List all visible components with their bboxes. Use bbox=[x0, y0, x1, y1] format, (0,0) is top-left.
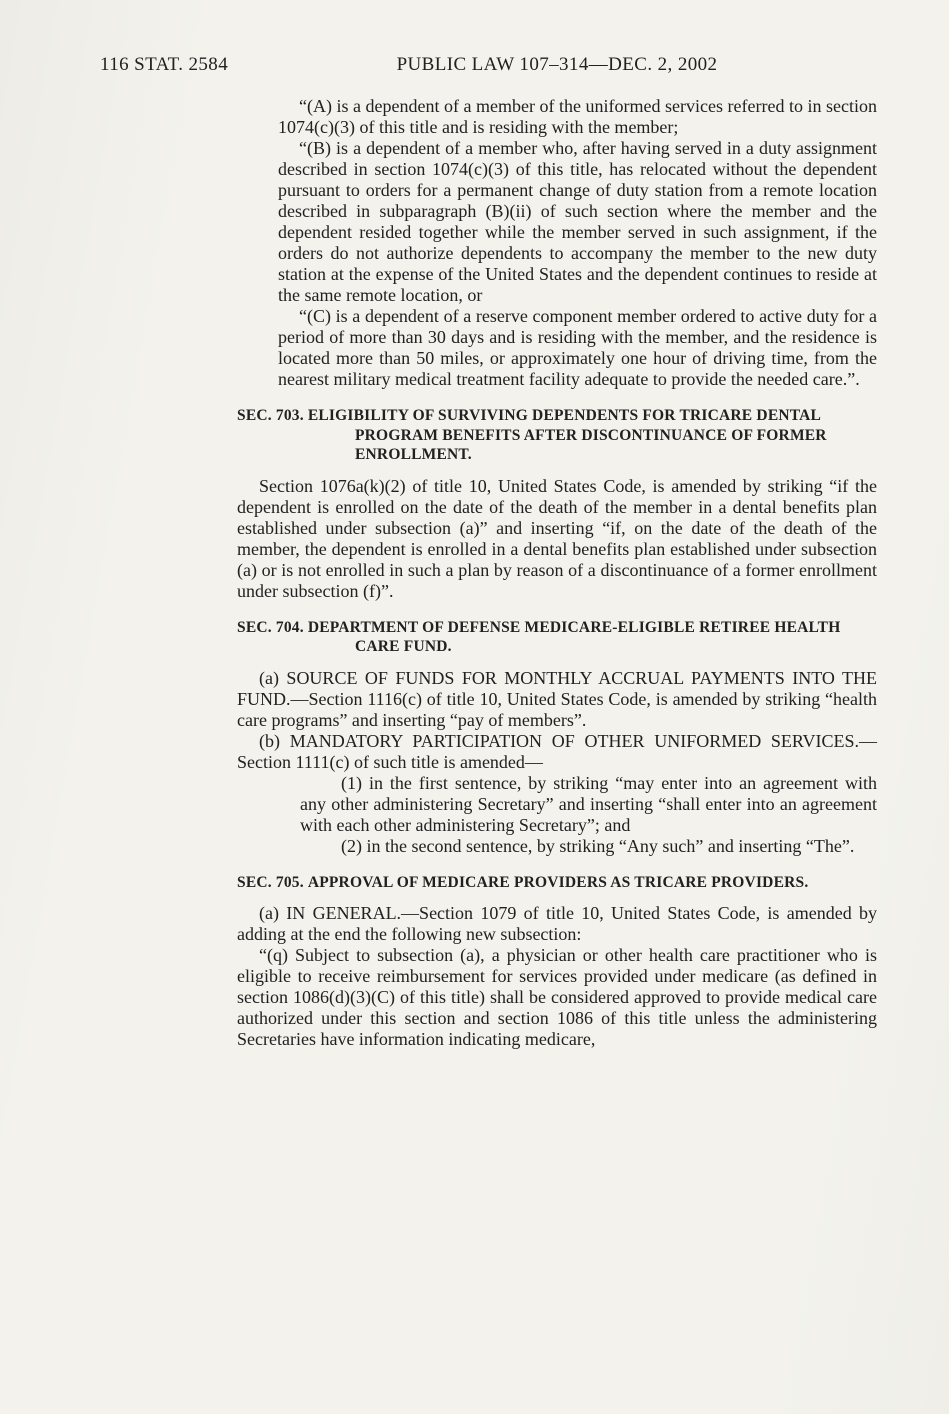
text-column bbox=[237, 96, 877, 1050]
section-704-paragraph-a: (a) SOURCE OF FUNDS FOR MONTHLY ACCRUAL PAYMENTS INTO THE FUND.—Section 1116(c) of title 10, United States Code, is amended by striking “health care programs” and inserting “pay of members”. bbox=[237, 667, 877, 730]
section-703-number: SEC. 703. bbox=[237, 407, 304, 424]
subparagraph-b: “(B) is a dependent of a member who, after having served in a duty assignment described in section 1074(c)(3) of this title, has relocated without the dependent pursuant to orders for a permanent change of duty station from a remote location described in subparagraph (B)(ii) of such section where the member and the dependent resided together while the member served in such assignment, if the orders do not authorize dependents to accompany the member to the new duty station at the expense of the United States and the dependent continues to reside at the same remote location, or bbox=[278, 138, 877, 305]
section-705-title: APPROVAL OF MEDICARE PROVIDERS AS TRICARE PROVIDERS. bbox=[307, 873, 809, 891]
subparagraph-c: “(C) is a dependent of a reserve component member ordered to active duty for a period of more than 30 days and is residing with the member, and the residence is located more than 50 miles, or approximately one hour of driving time, from the nearest military medical treatment facility adequate to provide the needed care.”. bbox=[278, 306, 877, 389]
section-705-subsection-q: “(q) Subject to subsection (a), a physician or other health care practitioner who is eligible to receive reimbursement for services provided under medicare (as defined in section 1086(d)(3)(C) of this title) shall be considered approved to provide medical care authorized under this section and section 1086 of this title unless the administering Secretaries have information indicating medicare, bbox=[237, 945, 877, 1049]
section-705-paragraph-a: (a) IN GENERAL.—Section 1079 of title 10, United States Code, is amended by adding at the end the following new subsection: bbox=[237, 903, 877, 944]
stat-page-number: 116 STAT. 2584 bbox=[100, 54, 229, 75]
section-704-number: SEC. 704. bbox=[237, 618, 304, 636]
section-704-paragraph-b: (b) MANDATORY PARTICIPATION OF OTHER UNIFORMED SERVICES.—Section 1111(c) of such title is amended— bbox=[237, 730, 877, 772]
section-704-heading bbox=[237, 618, 877, 657]
section-704-item-1: (1) in the first sentence, by striking “may enter into an agreement with any other administering Secretary” and inserting “shall enter into an agreement with each other administering Secretary”; and bbox=[300, 772, 877, 835]
section-705-number: SEC. 705. bbox=[237, 873, 304, 891]
running-head bbox=[0, 54, 949, 80]
public-law-title: PUBLIC LAW 107–314—DEC. 2, 2002 bbox=[396, 54, 718, 75]
section-703-text: Section 1076a(k)(2) of title 10, United States Code, is amended by striking “if the dependent is enrolled on the date of the death of the member in a dental benefits plan established under subsection (a)” and inserting “if, on the date of the death of the member, the dependent is enrolled in a dental benefits plan established under subsection (a) or is not enrolled in such a plan by reason of a discontinuance of a former enrollment under subsection (f)”. bbox=[237, 475, 877, 601]
subparagraph-a: “(A) is a dependent of a member of the uniformed services referred to in section 1074(c)(3) of this title and is residing with the member; bbox=[278, 96, 877, 137]
section-704-item-2: (2) in the second sentence, by striking “Any such” and inserting “The”. bbox=[341, 835, 855, 856]
section-703-title: ELIGIBILITY OF SURVIVING DEPENDENTS FOR TRICARE DENTAL PROGRAM BENEFITS AFTER DISCONTINUANCE OF FORMER ENROLLMENT. bbox=[307, 407, 827, 463]
section-704-title: DEPARTMENT OF DEFENSE MEDICARE-ELIGIBLE RETIREE HEALTH CARE FUND. bbox=[307, 618, 841, 655]
section-705-heading bbox=[237, 873, 877, 893]
section-703-heading bbox=[237, 406, 877, 465]
